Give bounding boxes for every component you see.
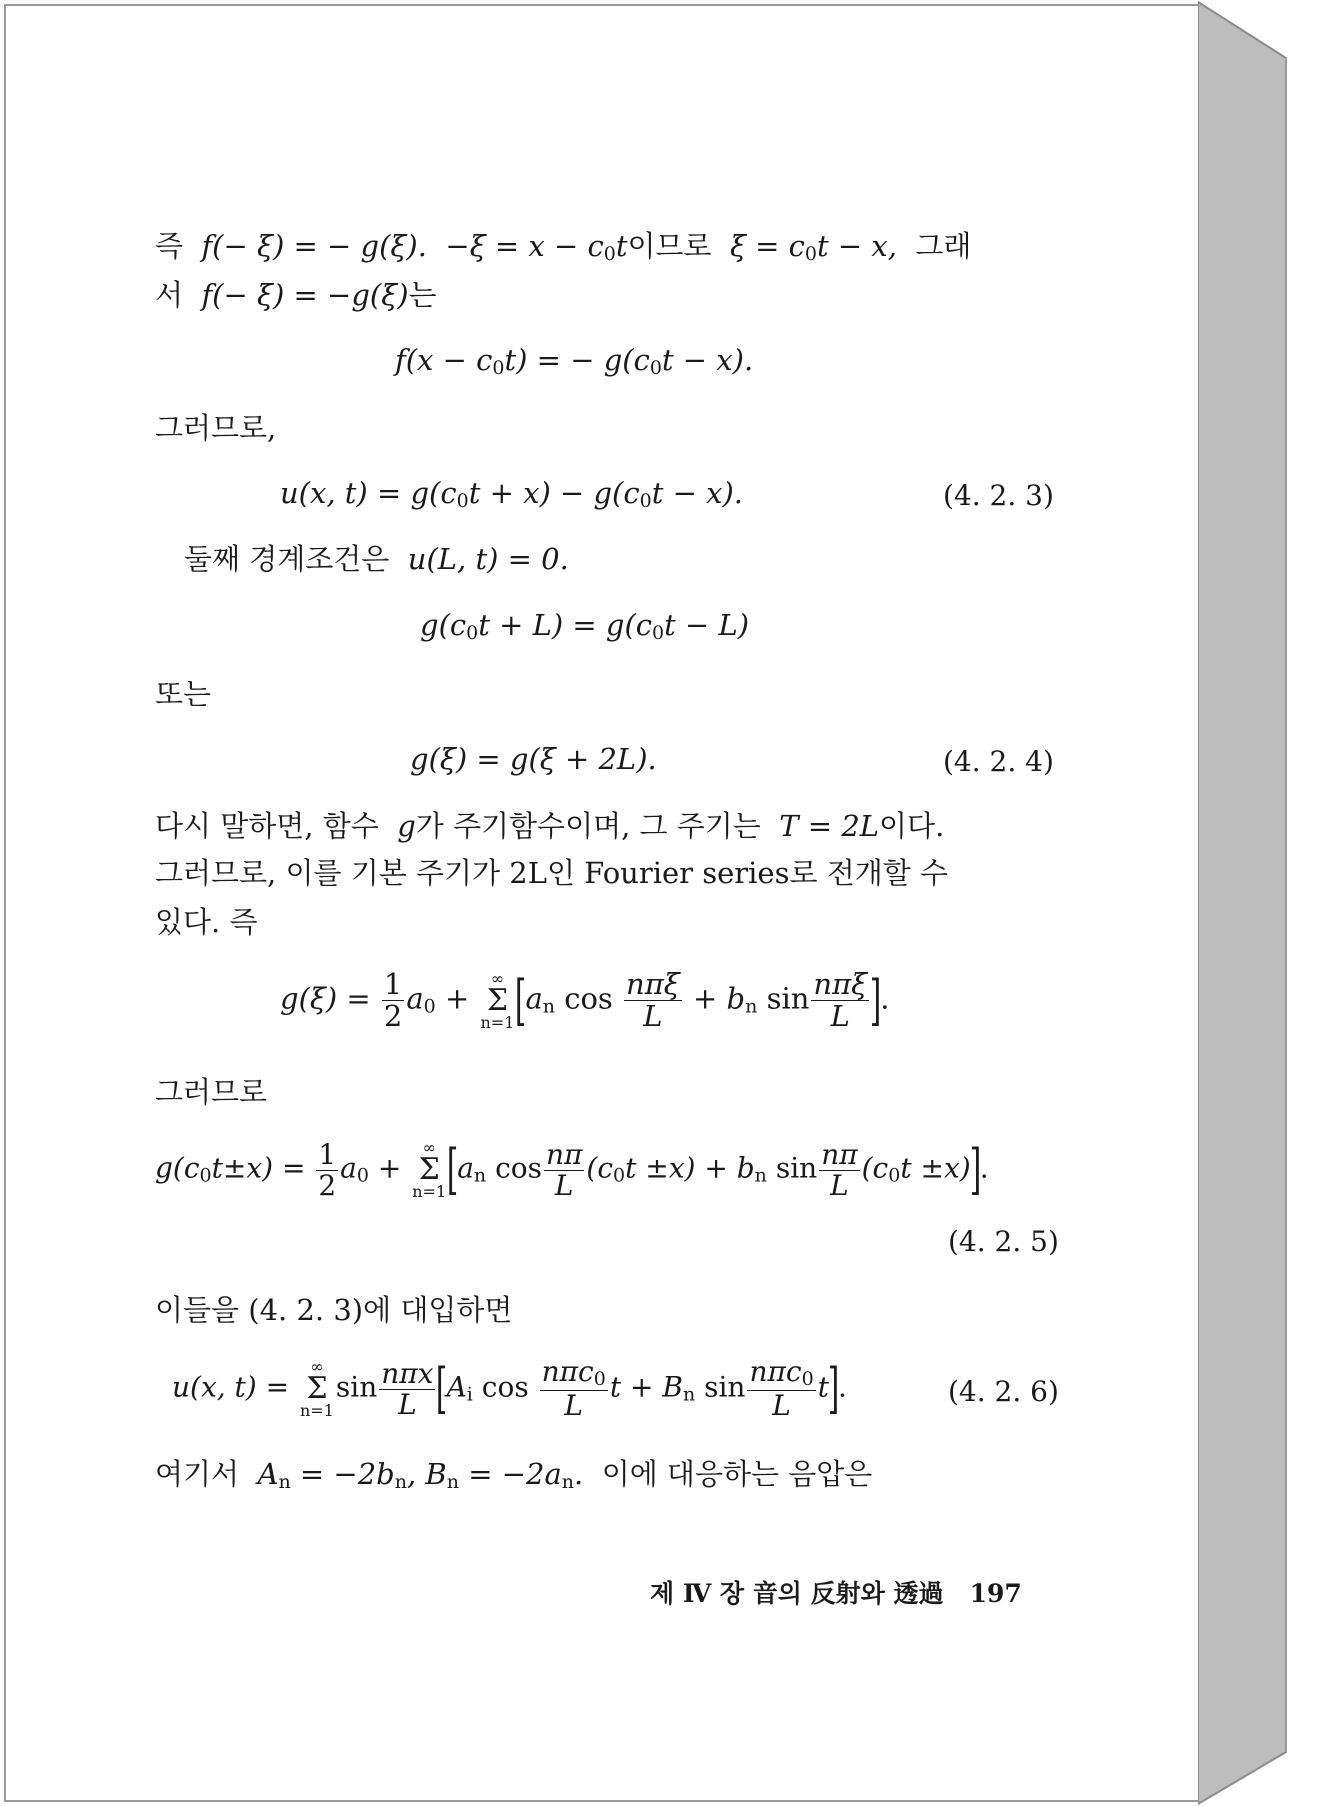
subscript: n bbox=[278, 1471, 291, 1493]
math: b bbox=[726, 981, 746, 1016]
math: f(− ξ) = −g(ξ) bbox=[201, 278, 409, 312]
numerator: nπ bbox=[821, 1137, 858, 1171]
numerator: nπξ bbox=[626, 967, 680, 1001]
math: u(x, t) = bbox=[172, 1370, 290, 1404]
equation-number: (4. 2. 4) bbox=[943, 745, 1054, 778]
subscript: n bbox=[682, 1383, 696, 1406]
operator: + bbox=[377, 1151, 402, 1185]
text: 는 bbox=[408, 278, 437, 312]
text: 서 bbox=[155, 278, 184, 312]
math: t − x, bbox=[817, 229, 897, 263]
numerator: 1 bbox=[383, 967, 403, 1001]
fraction bbox=[624, 967, 682, 1033]
denominator: L bbox=[772, 1389, 791, 1422]
bracket-right: ] bbox=[827, 1357, 840, 1420]
subscript: n bbox=[561, 1471, 575, 1493]
subscript: 0 bbox=[466, 622, 479, 644]
equation-fourier-series bbox=[280, 967, 890, 1033]
denominator: 2 bbox=[318, 1168, 337, 1202]
denominator: L bbox=[643, 999, 663, 1033]
math: g bbox=[397, 809, 416, 843]
numerator bbox=[540, 1355, 608, 1391]
denominator: L bbox=[398, 1387, 417, 1421]
text-therefore: 그러므로 bbox=[155, 1075, 268, 1109]
math: t − L) bbox=[664, 608, 750, 642]
numerator: nπξ bbox=[813, 967, 868, 1001]
sigma: Σ bbox=[306, 1371, 328, 1406]
math: (c bbox=[861, 1151, 889, 1185]
math: g(ξ) = bbox=[280, 981, 371, 1016]
text: 이므로 bbox=[627, 229, 712, 263]
fraction-half bbox=[316, 1137, 338, 1202]
function: cos bbox=[495, 1151, 542, 1185]
subscript: 0 bbox=[888, 1164, 901, 1187]
math: g(c bbox=[420, 608, 467, 642]
text-therefore: 그러므로, bbox=[155, 411, 277, 445]
function: cos bbox=[564, 981, 613, 1016]
sigma: Σ bbox=[418, 1152, 440, 1187]
math: B bbox=[662, 1370, 683, 1404]
denominator: L bbox=[564, 1389, 584, 1422]
function: sin bbox=[335, 1370, 378, 1404]
text: 가 주기함수이며, 그 주기는 bbox=[415, 809, 761, 843]
math: = −2b bbox=[299, 1457, 395, 1491]
function: sin bbox=[775, 1151, 818, 1185]
fraction bbox=[379, 1356, 435, 1421]
equation-number: (4. 2. 3) bbox=[943, 479, 1054, 512]
subscript: n bbox=[473, 1164, 487, 1187]
operator: + bbox=[704, 1151, 728, 1185]
para1-line2 bbox=[155, 278, 437, 312]
bracket-right: ] bbox=[869, 968, 882, 1032]
fraction bbox=[540, 1355, 608, 1422]
math: . bbox=[838, 1370, 847, 1404]
fraction bbox=[811, 967, 869, 1033]
equation-4-2-6 bbox=[172, 1355, 847, 1422]
subscript: n bbox=[394, 1471, 407, 1493]
math: t) = − g(c bbox=[504, 343, 650, 377]
chapter-title: 제 Ⅳ 장 音의 反射와 透過 bbox=[650, 1579, 944, 1608]
fraction bbox=[819, 1137, 859, 1202]
math: , B bbox=[407, 1457, 447, 1491]
para4: 이들을 (4. 2. 3)에 대입하면 bbox=[155, 1293, 513, 1327]
fraction bbox=[747, 1355, 815, 1422]
subscript: 0 bbox=[801, 1368, 814, 1390]
subscript: n bbox=[745, 995, 758, 1018]
bracket-left: [ bbox=[515, 968, 527, 1032]
math: A bbox=[446, 1370, 467, 1404]
numerator: 1 bbox=[318, 1137, 337, 1171]
operator: + bbox=[630, 1370, 654, 1404]
text: 다시 말하면, 함수 bbox=[155, 809, 379, 843]
math: t ±x) bbox=[625, 1151, 696, 1185]
para3-line3: 있다. 즉 bbox=[155, 905, 258, 939]
para1-line1 bbox=[155, 229, 972, 265]
sum-upper: ∞ bbox=[310, 1357, 324, 1376]
fraction bbox=[544, 1137, 584, 1202]
subscript: 0 bbox=[456, 490, 469, 512]
para5 bbox=[155, 1457, 873, 1493]
math: (c bbox=[586, 1151, 614, 1185]
sum-upper: ∞ bbox=[490, 968, 505, 988]
math: t±x) = bbox=[211, 1151, 306, 1185]
equation-4-2-3 bbox=[280, 476, 743, 512]
numerator bbox=[747, 1355, 815, 1391]
math: a bbox=[525, 981, 543, 1016]
summation bbox=[412, 1140, 446, 1200]
math: g(c bbox=[155, 1151, 200, 1185]
math: f(x − c bbox=[395, 343, 493, 377]
function: sin bbox=[704, 1370, 746, 1404]
summation bbox=[300, 1359, 334, 1419]
book-edge bbox=[1198, 0, 1339, 1806]
subscript: 0 bbox=[804, 243, 818, 265]
text-or: 또는 bbox=[155, 677, 212, 711]
text: 그래 bbox=[915, 229, 972, 263]
subscript: 0 bbox=[492, 357, 505, 379]
equation-g-boundary bbox=[420, 608, 750, 644]
math: t bbox=[615, 229, 628, 263]
math: . bbox=[574, 1457, 584, 1491]
math: nπc bbox=[541, 1355, 594, 1388]
math: A bbox=[257, 1457, 279, 1491]
running-footer bbox=[650, 1574, 1022, 1610]
math: t − x). bbox=[661, 343, 754, 377]
denominator: 2 bbox=[383, 999, 403, 1033]
math: ξ = c bbox=[729, 229, 805, 263]
math: b bbox=[736, 1151, 755, 1185]
text: 즉 bbox=[155, 229, 184, 263]
sum-lower: n=1 bbox=[480, 1012, 515, 1032]
subscript: 0 bbox=[652, 622, 665, 644]
text: 둘째 경계조건은 bbox=[184, 542, 390, 576]
text: 여기서 bbox=[155, 1457, 240, 1491]
equation-f bbox=[395, 343, 754, 379]
subscript: 0 bbox=[649, 357, 662, 379]
math: a bbox=[457, 1151, 474, 1185]
sum-upper: ∞ bbox=[422, 1138, 436, 1157]
denominator: L bbox=[830, 999, 850, 1033]
fraction-half bbox=[382, 967, 404, 1033]
math: T = 2L bbox=[779, 809, 880, 843]
math: f(− ξ) = − g(ξ). bbox=[201, 229, 427, 263]
function: sin bbox=[766, 981, 810, 1016]
numerator: nπx bbox=[381, 1356, 434, 1390]
para3-line2: 그러므로, 이를 기본 주기가 2L인 Fourier series로 전개할 수 bbox=[155, 856, 948, 890]
subscript: 0 bbox=[356, 1164, 369, 1187]
summation bbox=[480, 968, 515, 1032]
subscript: n bbox=[542, 995, 556, 1018]
operator: + bbox=[692, 981, 718, 1016]
equation-4-2-5 bbox=[155, 1137, 989, 1202]
math: a bbox=[340, 1151, 357, 1185]
math: = −2a bbox=[468, 1457, 562, 1491]
page bbox=[4, 4, 1200, 1802]
subscript: i bbox=[466, 1383, 473, 1406]
math: t + x) − g(c bbox=[468, 476, 640, 510]
math: t bbox=[609, 1370, 622, 1404]
sum-lower: n=1 bbox=[300, 1401, 334, 1420]
subscript: 0 bbox=[593, 1368, 606, 1390]
equation-number: (4. 2. 6) bbox=[948, 1375, 1059, 1408]
math: t + L) = g(c bbox=[478, 608, 653, 642]
math: . bbox=[880, 981, 890, 1016]
math: nπc bbox=[749, 1355, 802, 1388]
math: t bbox=[817, 1370, 829, 1404]
math: −ξ = x − c bbox=[445, 229, 604, 263]
sum-lower: n=1 bbox=[412, 1182, 447, 1201]
subscript: n bbox=[446, 1471, 459, 1493]
denominator: L bbox=[554, 1168, 574, 1202]
function: cos bbox=[481, 1370, 529, 1404]
subscript: 0 bbox=[639, 490, 652, 512]
math: u(x, t) = g(c bbox=[280, 476, 457, 510]
math: t − x). bbox=[651, 476, 743, 510]
subscript: 0 bbox=[613, 1164, 626, 1187]
bracket-left: [ bbox=[436, 1357, 448, 1420]
math: u(L, t) = 0. bbox=[407, 542, 569, 576]
math: . bbox=[979, 1151, 989, 1185]
page-number: 197 bbox=[969, 1579, 1022, 1608]
bracket-left: [ bbox=[446, 1138, 459, 1201]
subscript: 0 bbox=[199, 1164, 212, 1187]
bracket-right: ] bbox=[969, 1138, 981, 1201]
para3-line1 bbox=[155, 809, 945, 843]
equation-4-2-4: g(ξ) = g(ξ + 2L). bbox=[410, 742, 657, 776]
para2 bbox=[184, 542, 569, 576]
subscript: 0 bbox=[423, 995, 436, 1018]
denominator: L bbox=[830, 1168, 849, 1202]
equation-number: (4. 2. 5) bbox=[948, 1225, 1059, 1258]
subscript: n bbox=[754, 1164, 767, 1187]
numerator: nπ bbox=[545, 1137, 583, 1171]
subscript: 0 bbox=[603, 243, 616, 265]
text: 이다. bbox=[879, 809, 945, 843]
operator: + bbox=[444, 981, 470, 1016]
sigma: Σ bbox=[486, 982, 509, 1018]
text: 이에 대응하는 음압은 bbox=[601, 1457, 873, 1491]
math: t ±x) bbox=[900, 1151, 971, 1185]
math: a bbox=[406, 981, 424, 1016]
